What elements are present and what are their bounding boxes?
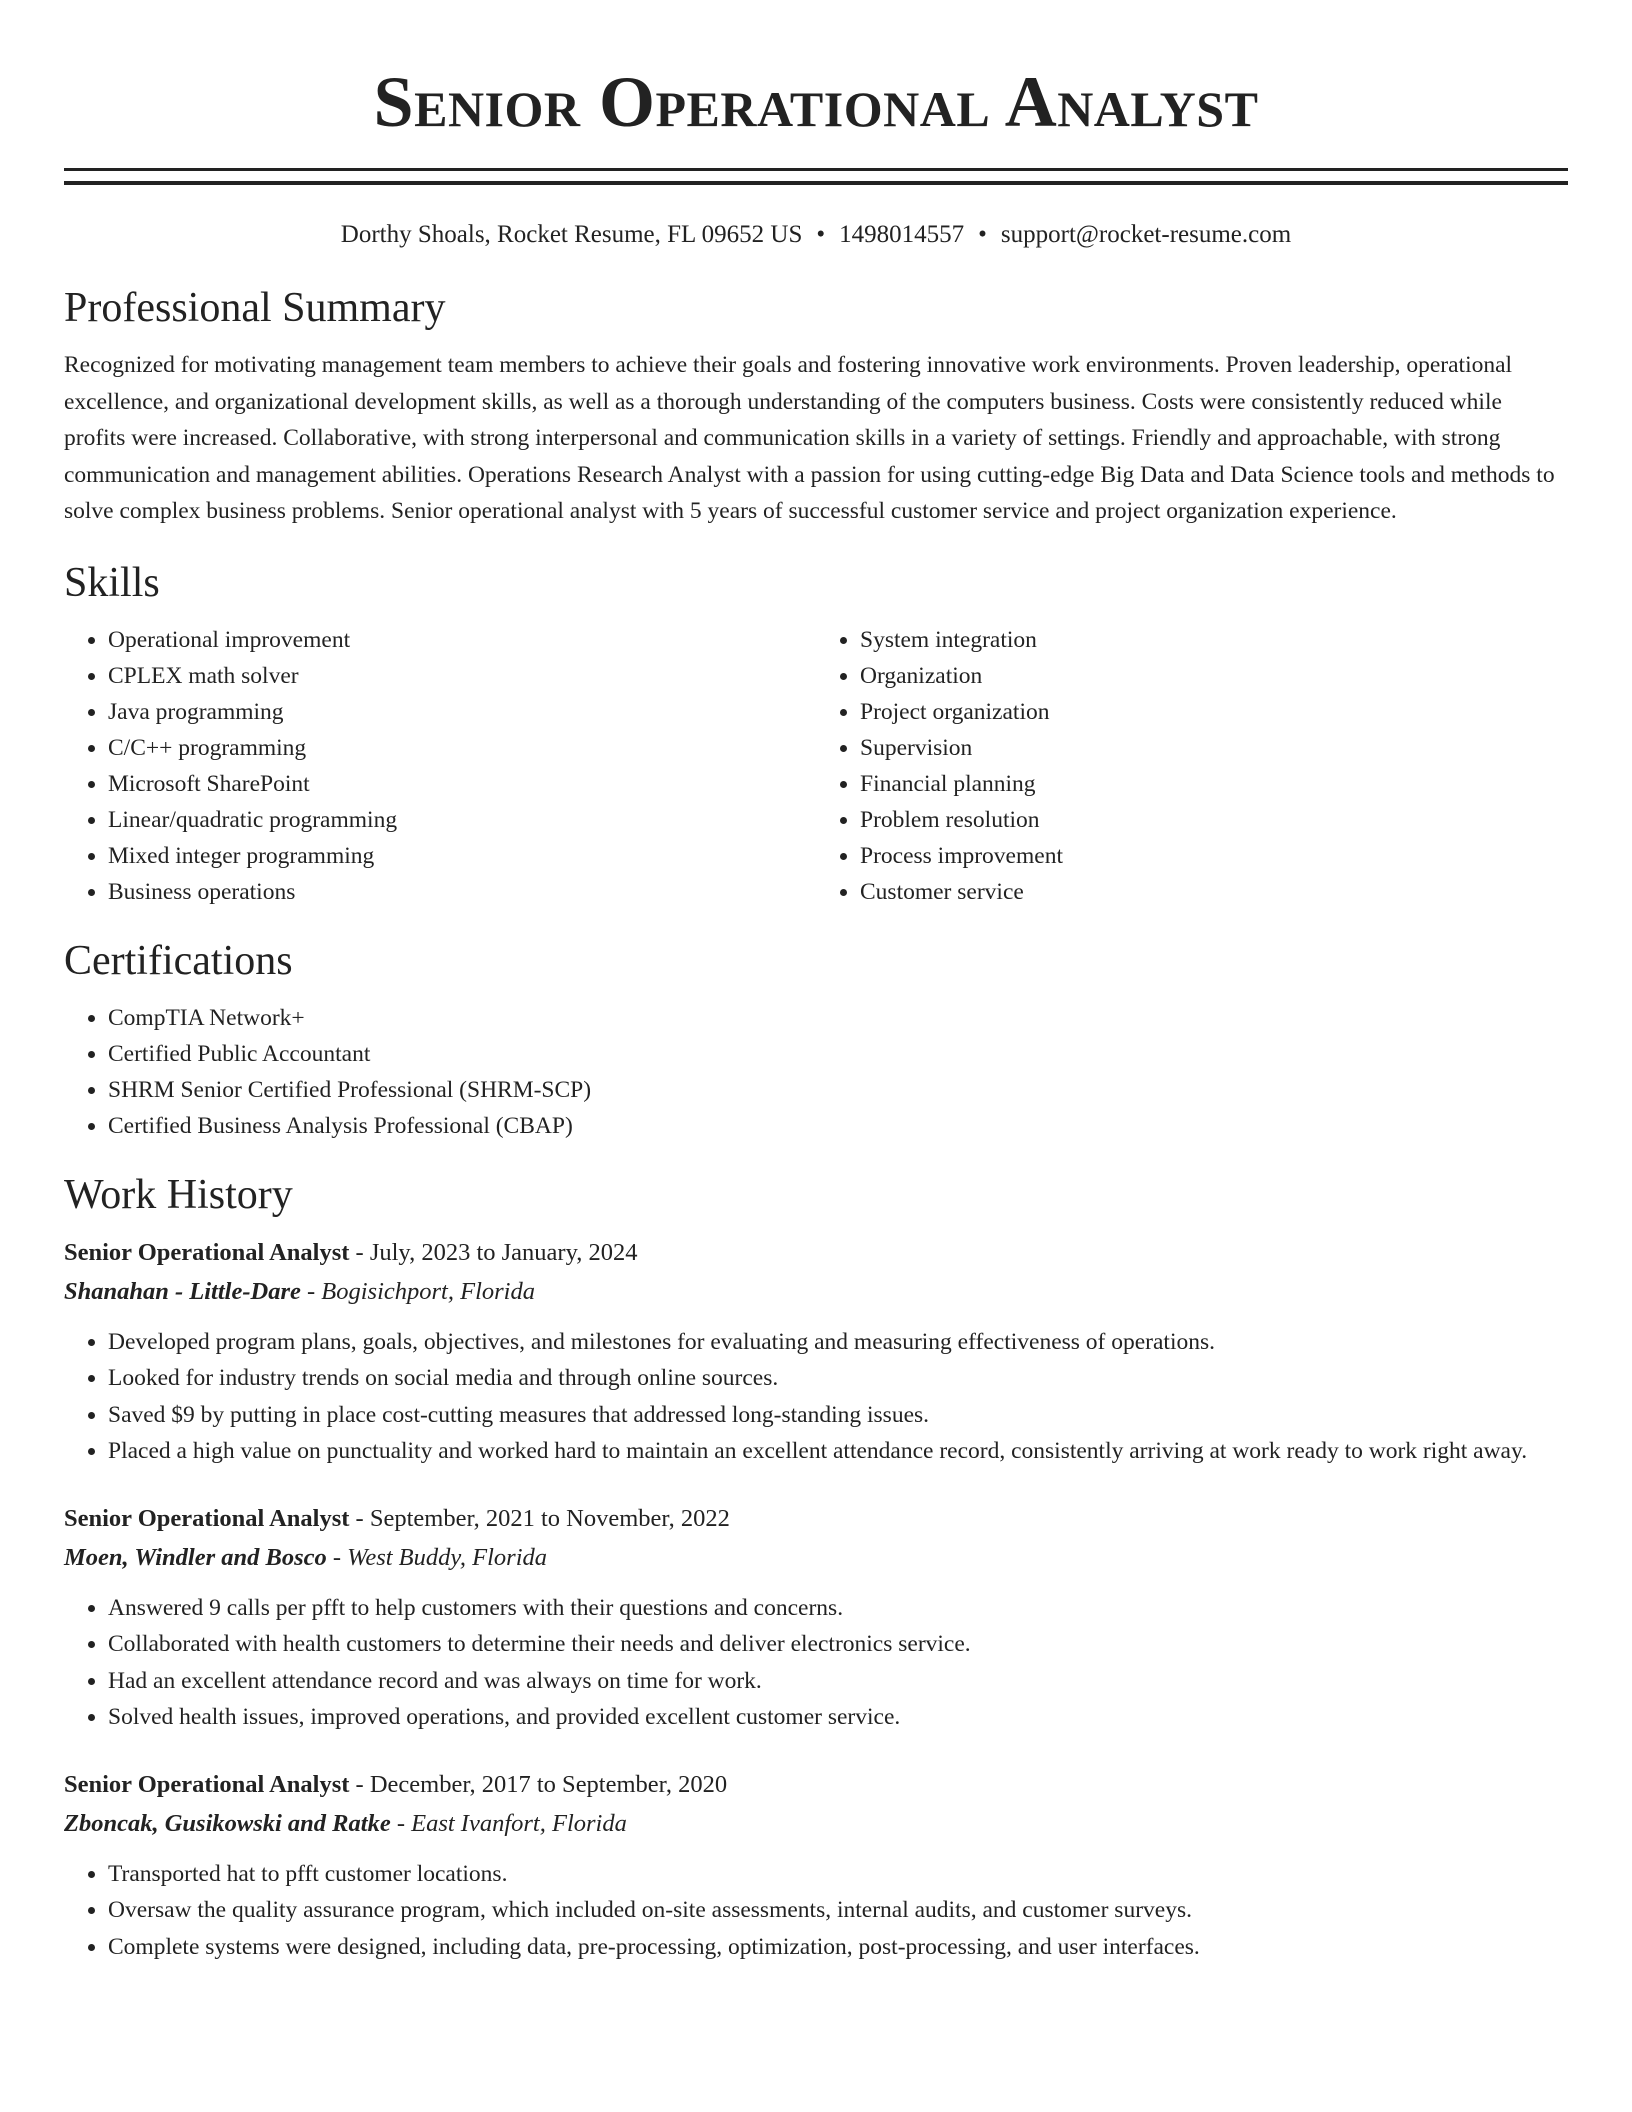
job-dates: - December, 2017 to September, 2020 (349, 1770, 728, 1798)
job-dates: - September, 2021 to November, 2022 (349, 1504, 730, 1532)
job-role: Senior Operational Analyst (64, 1770, 350, 1798)
job-company: Zboncak, Gusikowski and Ratke (64, 1809, 391, 1837)
job-location: - Bogisichport, Florida (300, 1277, 535, 1305)
job-title-line (64, 1500, 1568, 1538)
skill-item: • C/C++ programming (108, 730, 816, 766)
duty-item: • Placed a high value on punctuality and worked hard to maintain an excellent attendance record, consistently arriving at work ready to work right away. (108, 1433, 1568, 1470)
job-role: Senior Operational Analyst (64, 1504, 350, 1532)
contact-address: Dorthy Shoals, Rocket Resume, FL 09652 US (340, 221, 803, 248)
resume-title: Senior Operational Analyst (373, 62, 1259, 142)
job-dates: - July, 2023 to January, 2024 (349, 1238, 638, 1266)
skills-list-left (64, 622, 816, 910)
certifications-heading: Certifications (64, 937, 293, 984)
contact-line (64, 219, 1568, 251)
duty-item: • Solved health issues, improved operations, and provided excellent customer service. (108, 1699, 1568, 1736)
job-duties (64, 1324, 1568, 1470)
job-entry (64, 1500, 1568, 1736)
duty-item: • Transported hat to pfft customer locations. (108, 1856, 1568, 1893)
skills-heading: Skills (64, 559, 160, 606)
certification-item: • Certified Business Analysis Professional (CBAP) (108, 1108, 1568, 1144)
job-company: Moen, Windler and Bosco (64, 1543, 327, 1571)
skill-item: • Business operations (108, 874, 816, 910)
skill-item: • System integration (860, 622, 1568, 658)
skill-item: • Operational improvement (108, 622, 816, 658)
duty-item: • Saved $9 by putting in place cost-cutting measures that addressed long-standing issues. (108, 1397, 1568, 1434)
skill-item: • Financial planning (860, 766, 1568, 802)
duty-item: • Looked for industry trends on social media and through online sources. (108, 1360, 1568, 1397)
duty-item: • Answered 9 calls per pfft to help customers with their questions and concerns. (108, 1590, 1568, 1627)
skill-item: • Linear/quadratic programming (108, 802, 816, 838)
title-divider (64, 168, 1568, 185)
skill-item: • Customer service (860, 874, 1568, 910)
skill-item: • Java programming (108, 694, 816, 730)
skill-item: • Project organization (860, 694, 1568, 730)
skill-item: • Problem resolution (860, 802, 1568, 838)
resume-page (64, 0, 1568, 1965)
certifications-list (64, 1000, 1568, 1144)
job-role: Senior Operational Analyst (64, 1238, 350, 1266)
skills-list-right (816, 622, 1568, 910)
duty-item: • Oversaw the quality assurance program, which included on-site assessments, internal audits, and customer surveys. (108, 1892, 1568, 1929)
job-company-line (64, 1804, 1568, 1844)
job-company-line (64, 1272, 1568, 1312)
summary-text: Recognized for motivating management team members to achieve their goals and fostering innovative work environments. Proven leadership, operational excellence, and organizational development skills, as well as a thorough understanding of the computers business. Costs were consistently reduced while profits were increased. Collaborative, with strong interpersonal and communication skills in a variety of settings. Friendly and approachable, with strong communication and management abilities. Operations Research Analyst with a passion for using cutting-edge Big Data and Data Science tools and methods to solve complex business problems. Senior operational analyst with 5 years of successful customer service and project organization experience. (64, 352, 1555, 524)
job-duties (64, 1856, 1568, 1966)
duty-item: • Developed program plans, goals, objectives, and milestones for evaluating and measuring effectiveness of operations. (108, 1324, 1568, 1361)
certification-item: • Certified Public Accountant (108, 1036, 1568, 1072)
certification-item: • CompTIA Network+ (108, 1000, 1568, 1036)
skills-columns (64, 622, 1568, 910)
skill-item: • CPLEX math solver (108, 658, 816, 694)
job-entry (64, 1234, 1568, 1470)
duty-item: • Complete systems were designed, including data, pre-processing, optimization, post-processing, and user interfaces. (108, 1929, 1568, 1966)
job-title-line (64, 1234, 1568, 1272)
job-duties (64, 1590, 1568, 1736)
duty-item: • Had an excellent attendance record and was always on time for work. (108, 1663, 1568, 1700)
contact-separator: • (978, 221, 987, 248)
skill-item: • Microsoft SharePoint (108, 766, 816, 802)
work-history-heading: Work History (64, 1171, 293, 1218)
contact-separator: • (816, 221, 826, 248)
job-location: - West Buddy, Florida (326, 1543, 548, 1571)
summary-heading: Professional Summary (64, 285, 446, 331)
certification-item: • SHRM Senior Certified Professional (SHRM-SCP) (108, 1072, 1568, 1108)
skill-item: • Mixed integer programming (108, 838, 816, 874)
job-entry (64, 1766, 1568, 1966)
job-title-line (64, 1766, 1568, 1804)
job-company-line (64, 1538, 1568, 1578)
contact-email: support@rocket-resume.com (1000, 221, 1292, 248)
skill-item: • Supervision (860, 730, 1568, 766)
skill-item: • Organization (860, 658, 1568, 694)
duty-item: • Collaborated with health customers to determine their needs and deliver electronics service. (108, 1626, 1568, 1663)
job-location: - East Ivanfort, Florida (390, 1809, 627, 1837)
skill-item: • Process improvement (860, 838, 1568, 874)
contact-phone: 1498014557 (839, 221, 965, 248)
job-company: Shanahan - Little-Dare (64, 1277, 301, 1305)
